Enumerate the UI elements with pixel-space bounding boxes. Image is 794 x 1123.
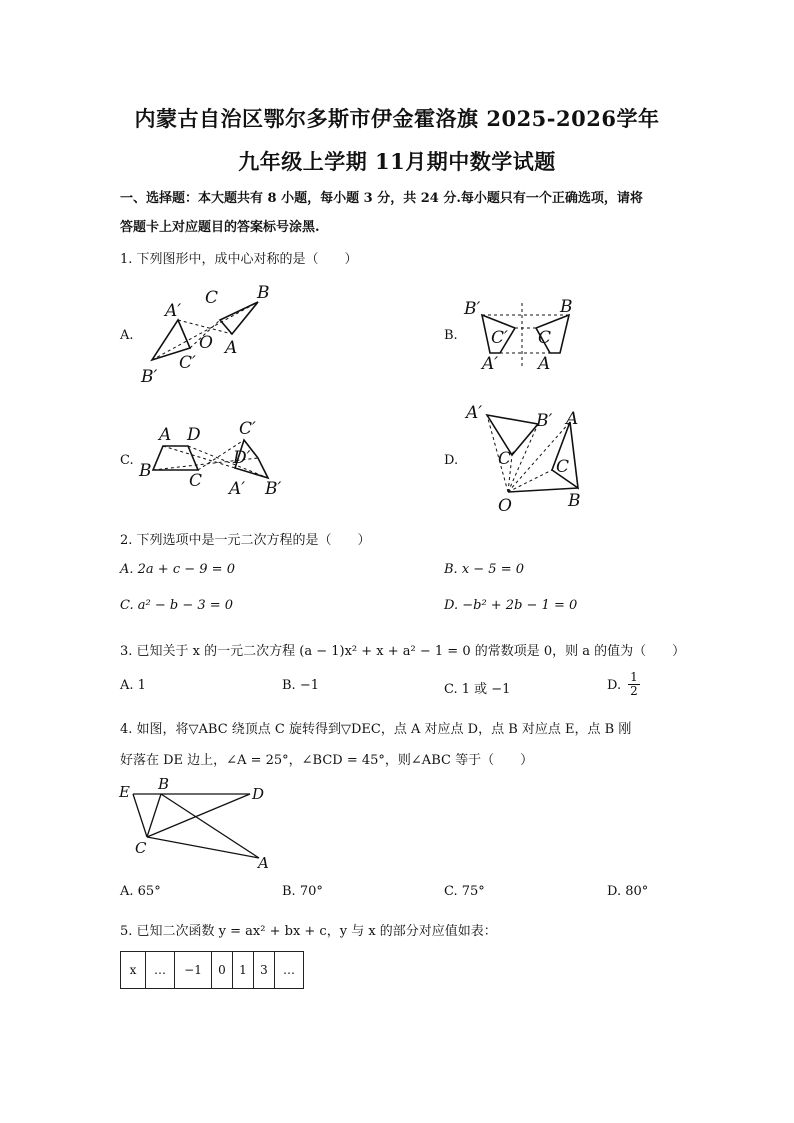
q2-option-c: C. a² − b − 3 = 0: [120, 598, 234, 613]
q4-fig-label-a: A: [258, 854, 269, 870]
section-heading-line-2: 答题卡上对应题目的答案标号涂黑.: [120, 220, 320, 235]
q3-option-d-label: D.: [607, 678, 622, 693]
q4-fig-label-e: E: [119, 783, 130, 801]
fig-d-label-o: O: [498, 496, 512, 515]
fig-b-label-a: A: [538, 354, 551, 374]
q4-option-c: C. 75°: [444, 884, 485, 899]
q4-fig-label-d: D: [252, 785, 265, 803]
title-line-1: 内蒙古自治区鄂尔多斯市伊金霍洛旗 2025-2026学年: [134, 106, 660, 131]
fig-d-label-b-prime: B′: [536, 411, 553, 431]
q5-stem: 5. 已知二次函数 y = ax² + bx + c，y 与 x 的部分对应值如表：: [120, 924, 497, 939]
q3-option-a: A. 1: [120, 678, 146, 693]
q3-stem: 3. 已知关于 x 的一元二次方程 (a − 1)x² + x + a² − 1 = 0 的常数项是 0，则 a 的值为（ ）: [120, 644, 686, 659]
table-cell: 0: [212, 952, 233, 989]
fig-b-label-b-prime: B′: [464, 299, 481, 319]
fig-c-label-d: D: [187, 425, 201, 445]
table-cell: 1: [233, 952, 254, 989]
q2-option-a: A. 2a + c − 9 = 0: [120, 562, 235, 577]
q2-option-b: B. x − 5 = 0: [444, 562, 525, 577]
table-cell: …: [146, 952, 175, 989]
q4-figure: [115, 775, 275, 870]
fig-d-label-c: C: [556, 457, 570, 477]
fig-a-label-b-prime: B′: [141, 367, 158, 387]
title-line-2: 九年级上学期 11月期中数学试题: [238, 149, 556, 174]
q3-option-d-fraction: [628, 671, 640, 698]
q1-figure-c: [135, 418, 295, 500]
q3-option-d-denominator: 2: [628, 684, 640, 698]
q2-stem: 2. 下列选项中是一元二次方程的是（ ）: [120, 533, 371, 548]
q1-option-c-label: C.: [120, 453, 134, 468]
q5-value-table: [120, 951, 304, 989]
fig-d-label-a: A: [566, 409, 579, 429]
fig-b-label-c-prime: C′: [491, 328, 508, 348]
q1-option-d-label: D.: [444, 453, 459, 468]
fig-c-label-c: C: [189, 471, 203, 491]
q4-option-a: A. 65°: [120, 884, 161, 899]
q3-option-b: B. −1: [282, 678, 319, 693]
fig-c-label-a-prime: A′: [229, 479, 246, 499]
q1-figure-a: [135, 280, 285, 390]
q4-stem-line-1: 4. 如图，将▽ABC 绕顶点 C 旋转得到▽DEC，点 A 对应点 D，点 B 对应点 E，点 B 刚: [120, 722, 632, 737]
q4-fig-label-c: C: [135, 839, 147, 857]
fig-c-label-b-prime: B′: [265, 479, 282, 499]
table-cell: x: [121, 952, 146, 989]
q3-option-d-numerator: 1: [630, 670, 638, 684]
q4-option-b: B. 70°: [282, 884, 323, 899]
fig-a-label-c-prime: C′: [179, 353, 196, 373]
q2-option-d: D. −b² + 2b − 1 = 0: [444, 598, 578, 613]
q4-stem-line-2: 好落在 DE 边上，∠A = 25°，∠BCD = 45°，则∠ABC 等于（ ）: [120, 753, 534, 768]
q4-fig-label-b: B: [158, 775, 170, 793]
q1-figure-b: [460, 295, 585, 375]
fig-d-label-b: B: [568, 491, 581, 511]
table-cell: …: [275, 952, 304, 989]
fig-b-label-b: B: [560, 297, 573, 317]
fig-d-label-c-prime: C′: [498, 449, 515, 469]
fig-a-label-a-prime: A′: [165, 301, 182, 321]
fig-a-label-b: B: [257, 283, 270, 303]
fig-c-label-b: B: [139, 461, 152, 481]
section-heading-line-1: 一、选择题：本大题共有 8 小题，每小题 3 分，共 24 分.每小题只有一个正确选项，请将: [120, 191, 643, 206]
fig-c-label-a: A: [159, 425, 172, 445]
table-cell: 3: [254, 952, 275, 989]
fig-b-label-c: C: [538, 328, 552, 348]
q4-option-d: D. 80°: [607, 884, 649, 899]
fig-c-label-c-prime: C′: [239, 419, 256, 439]
fig-b-label-a-prime: A′: [482, 354, 499, 374]
q1-option-a-label: A.: [120, 328, 134, 343]
q1-figure-d: [460, 400, 590, 515]
table-row: [121, 952, 304, 989]
fig-a-label-a: A: [225, 338, 238, 358]
fig-c-label-d-prime: D′: [233, 448, 251, 468]
q1-stem: 1. 下列图形中，成中心对称的是（ ）: [120, 252, 358, 267]
fig-d-label-a-prime: A′: [466, 403, 483, 423]
q1-option-b-label: B.: [444, 328, 458, 343]
fig-a-label-o: O: [199, 333, 213, 353]
table-cell: −1: [175, 952, 212, 989]
fig-a-label-c: C: [205, 288, 219, 308]
q3-option-c: C. 1 或 −1: [444, 682, 511, 697]
